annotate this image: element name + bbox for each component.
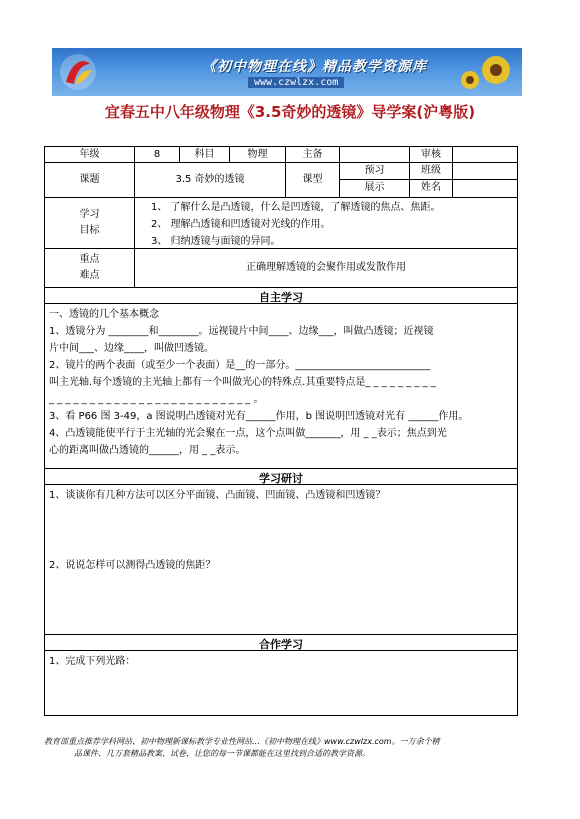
self-study-line: 4、凸透镜能使平行于主光轴的光会聚在一点，这个点叫做_______，用 _ _表示；焦点到光: [49, 428, 447, 439]
self-study-line: 叫主光轴.每个透镜的主光轴上都有一个叫做光心的特殊点.其重要特点是_ _ _ _ _ _ _ _ _: [49, 377, 436, 388]
objective-item: 2、 理解凸透镜和凹透镜对光线的作用。: [151, 219, 331, 230]
discussion-question: 2、说说怎样可以测得凸透镜的焦距？: [49, 560, 216, 571]
grade-label: 年级: [79, 149, 100, 160]
name-label: 姓名: [421, 182, 441, 193]
class-label: 班级: [421, 165, 441, 176]
self-study-line: 1、透镜分为 ________和________。远视镜片中间____、边缘___，叫做凸透镜；近视镜: [49, 326, 434, 337]
banner-title: 《初中物理在线》精品教学资源库: [202, 59, 427, 75]
banner-url[interactable]: www.czwlzx.com: [248, 77, 344, 88]
self-study-line: 心的距离叫做凸透镜的______，用 _ _表示。: [49, 445, 246, 456]
grade-value: 8: [153, 149, 161, 160]
lesson-plan-table: [44, 146, 518, 716]
subject-label: 科目: [194, 149, 215, 160]
key-label-line1: 重点: [79, 254, 100, 265]
topic-value: 3.5 奇妙的透镜: [175, 174, 245, 185]
document-title: 宜春五中八年级物理《3.5奇妙的透镜》导学案(沪粤版): [104, 103, 476, 121]
review-label: 审核: [421, 149, 441, 160]
self-study-line: 片中间___、边缘____，叫做凹透镜。: [49, 343, 214, 354]
topic-label: 课题: [79, 174, 100, 185]
cooperative-question: 1、完成下列光路：: [49, 656, 136, 667]
objectives-label-line1: 学习: [79, 209, 100, 220]
type-label: 课型: [302, 174, 323, 185]
page-footer: [44, 736, 524, 760]
objectives-label-line2: 目标: [79, 225, 100, 236]
type-value-display: 展示: [364, 182, 385, 193]
footer-line: 教育部重点推荐学科网站、初中物理新课标教学专业性网站…《初中物理在线》www.czwlzx.com。一万余个精: [44, 737, 440, 746]
site-logo-icon: [58, 52, 98, 92]
sunflower-icon: [456, 50, 516, 94]
study-discussion-heading: 学习研讨: [259, 472, 303, 485]
self-study-heading: 自主学习: [259, 291, 303, 304]
self-study-line: _ _ _ _ _ _ _ _ _ _ _ _ _ _ _ _ _ _ _ _ _ _ _ _ _ 。: [49, 394, 264, 405]
objective-item: 1、 了解什么是凸透镜，什么是凹透镜，了解透镜的焦点、焦距。: [151, 202, 441, 213]
key-label-line2: 难点: [79, 270, 100, 281]
key-value: 正确理解透镜的会聚作用或发散作用: [246, 262, 406, 273]
type-value-preview: 预习: [364, 165, 385, 176]
self-study-line: 3、看 P66 图 3-49，a 图说明凸透镜对光有______作用，b 图说明凹透镜对光有 ______作用。: [49, 411, 469, 422]
cooperative-heading: 合作学习: [259, 638, 303, 651]
self-study-line: 一、透镜的几个基本概念: [49, 309, 159, 320]
discussion-question: 1、谈谈你有几种方法可以区分平面镜、凸面镜、凹面镜、凸透镜和凹透镜？: [49, 490, 386, 501]
self-study-line: 2、镜片的两个表面（或至少一个表面）是__的一部分。___________________________: [49, 360, 431, 371]
footer-line: 品课件、几万套精品教案、试卷，让您的每一节课都能在这里找到合适的教学资源。: [74, 749, 370, 758]
site-banner: [52, 48, 522, 96]
preparer-label: 主备: [302, 149, 323, 160]
objective-item: 3、 归纳透镜与面镜的异同。: [151, 236, 281, 247]
subject-value: 物理: [247, 149, 268, 160]
